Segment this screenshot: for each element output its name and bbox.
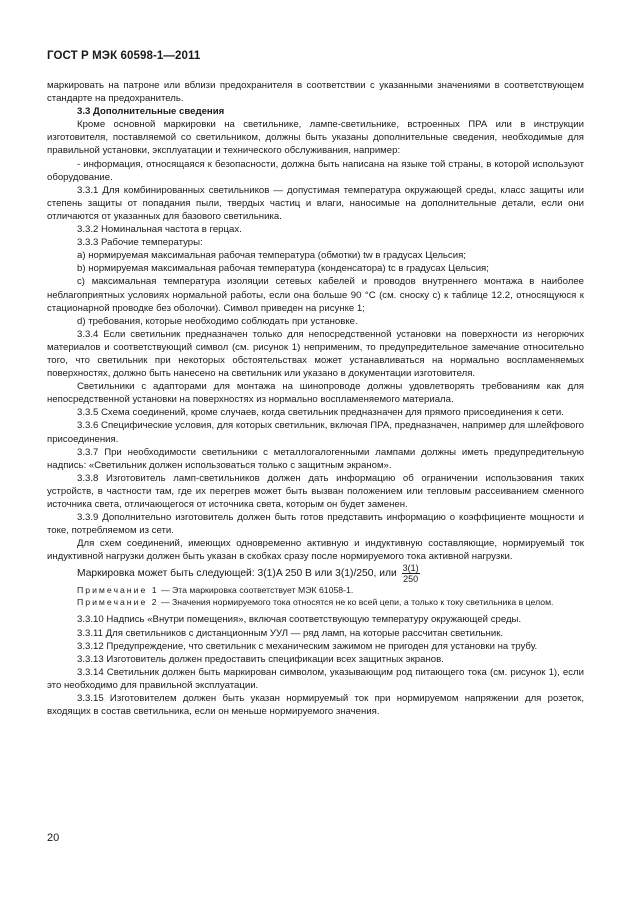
paragraph: 3.3.5 Схема соединений, кроме случаев, когда светильник предназначен для прямого присоединения к сети.: [77, 407, 564, 419]
paragraph: 3.3.6 Специфические условия, для которых светильник, включая ПРА, предназначен, например для шлейфового присоединения.: [47, 420, 584, 445]
paragraph: 3.3.14 Светильник должен быть маркирован символом, указывающим род питающего тока (см. рисунок 1), если это необходимо для правильной эксплуатации.: [47, 666, 584, 691]
paragraph: 3.3.12 Предупреждение, что светильник с механическим зажимом не пригоден для установки на трубу.: [77, 640, 538, 652]
paragraph: 3.3.13 Изготовитель должен предоставить спецификации всех защитных экранов.: [77, 653, 444, 665]
note-2: [47, 596, 584, 608]
paragraph: 3.3.7 При необходимости светильники с металлогалогенными лампами должны иметь предупредительную надпись: «Светильник должен использоваться только с защитным экраном».: [47, 446, 584, 471]
section-heading: 3.3 Дополнительные сведения: [77, 106, 225, 118]
document-header: ГОСТ Р МЭК 60598-1—2011: [47, 50, 201, 62]
paragraph: 3.3.8 Изготовитель ламп-светильников должен дать информацию об ограничении использования таких устройств, в частности там, где их перегрев может быть вызван положением или тепловым рассеиванием сменного источника света, отличающегося от источника света, которым он будет заменен.: [47, 472, 584, 510]
list-item: c) максимальная температура изоляции сетевых кабелей и проводов внутреннего монтажа в наиболее неблагоприятных условиях нормальной работы, если она больше 90 °C (см. сноску с) к таблице 12.2, относящуюся к стационарной проводке без оболочки). Символ приведен на рисунке 1;: [47, 276, 584, 314]
marking-formula: [47, 563, 584, 584]
page-number: 20: [47, 832, 60, 844]
paragraph: 3.3.2 Номинальная частота в герцах.: [77, 224, 242, 236]
fraction-denominator: 250: [403, 574, 419, 585]
paragraph: Светильники с адапторами для монтажа на шинопроводе должны удовлетворять требованиям как для непосредственной установки на поверхностях из нормально воспламеняемого материала.: [47, 381, 584, 406]
list-item: d) требования, которые необходимо соблюдать при установке.: [77, 315, 358, 327]
formula-text: Маркировка может быть следующей: 3(1)A 250 B или 3(1)/250, или: [77, 568, 397, 580]
paragraph: 3.3.9 Дополнительно изготовитель должен быть готов представить информацию о коэффициенте мощности и токе, потребляемом из сети.: [47, 512, 584, 537]
list-item: a) нормируемая максимальная рабочая температура (обмотки) tw в градусах Цельсия;: [77, 250, 466, 262]
note-label: Примечание 2: [77, 597, 159, 608]
note-text: — Эта маркировка соответствует МЭК 61058-1.: [160, 585, 354, 596]
paragraph: 3.3.10 Надпись «Внутри помещения», включая соответствующую температуру окружающей среды.: [77, 614, 522, 626]
paragraph: 3.3.3 Рабочие температуры:: [77, 237, 203, 249]
paragraph: 3.3.11 Для светильников с дистанционным УУЛ — ряд ламп, на которые рассчитан светильник.: [77, 627, 504, 639]
paragraph: Для схем соединений, имеющих одновременно активную и индуктивную составляющие, нормируемый ток индуктивной нагрузки должен быть указан в скобках сразу после нормируемого тока активной нагрузки.: [47, 538, 584, 563]
paragraph: 3.3.15 Изготовителем должен быть указан нормируемый ток при нормируемом напряжении для розеток, входящих в состав светильника, если он меньше нормируемого значения.: [47, 693, 584, 718]
document-page: [47, 0, 584, 913]
paragraph: 3.3.1 Для комбинированных светильников — допустимая температура окружающей среды, класс защиты или степень защиты от попадания пыли, твердых частиц и влаги, наносимые на дополнительные детали, если они отличаются от указанных для базового светильника.: [47, 184, 584, 222]
document-body: [47, 79, 584, 718]
paragraph: маркировать на патроне или вблизи предохранителя в соответствии с указанными значениями в соответствующем стандарте на предохранитель.: [47, 80, 584, 105]
note-label: Примечание 1: [77, 585, 159, 596]
fraction-numerator: 3(1): [402, 563, 419, 574]
formula-fraction: [402, 563, 420, 584]
note-1: [47, 584, 584, 596]
note-text: — Значения нормируемого тока относятся не ко всей цепи, а только к току светильника в целом.: [160, 597, 554, 608]
list-item: b) нормируемая максимальная рабочая температура (конденсатора) tc в градусах Цельсия;: [77, 263, 489, 275]
paragraph: Кроме основной маркировки на светильнике, лампе-светильнике, встроенных ПРА или в инструкции изготовителя, поставляемой со светильником, должны быть указаны дополнительные сведения, необходимые для правильной установки, эксплуатации и технического обслуживания, например:: [47, 119, 584, 157]
paragraph: 3.3.4 Если светильник предназначен только для непосредственной установки на поверхности из негорючих материалов и соответствующий символ (см. рисунок 1) неприменим, то предупредительное замечание относительно того, что светильник при некоторых обстоятельствах может устанавливаться на нормально воспламеняемых поверхностях, должно быть нанесено на светильник или указано в документации изготовителя.: [47, 328, 584, 380]
paragraph: - информация, относящаяся к безопасности, должна быть написана на языке той страны, в которой используют оборудование.: [47, 158, 584, 183]
